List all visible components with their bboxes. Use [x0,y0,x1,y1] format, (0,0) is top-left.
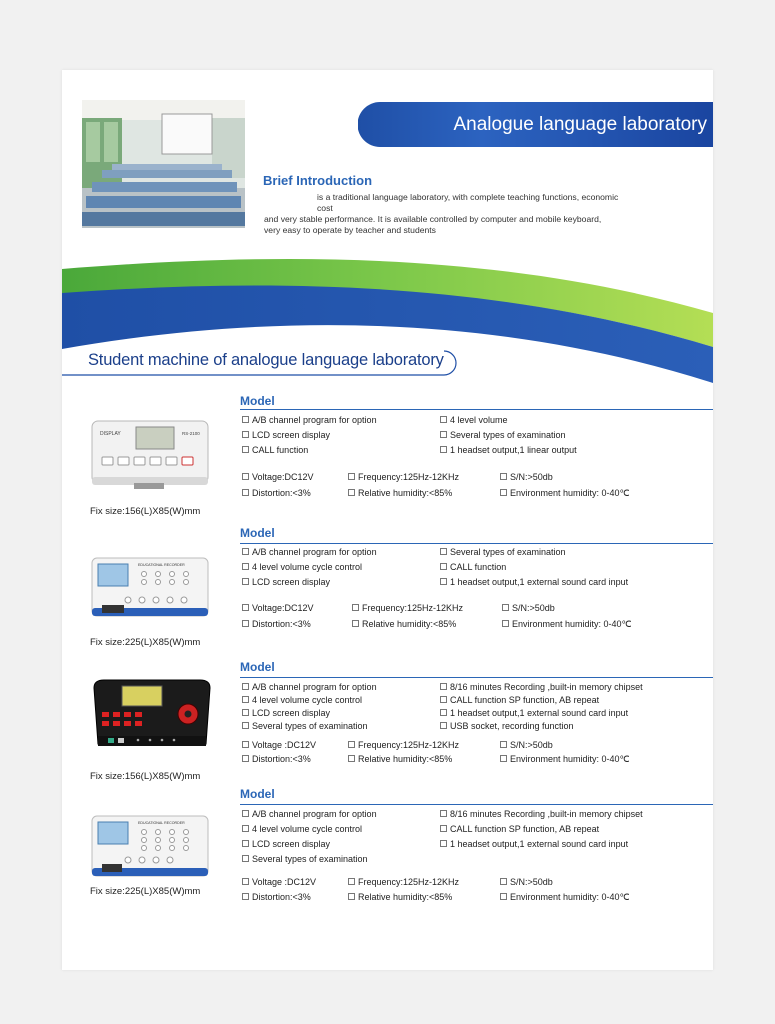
feature-item: 1 headset output,1 linear output [440,445,577,455]
checkbox-icon [242,604,249,611]
classroom-photo [82,100,245,228]
product-4-model-label: Model [240,787,275,801]
product-3-rule [240,677,713,678]
spec-item: Environment humidity: 0-40℃ [502,619,632,630]
feature-item: LCD screen display [242,577,330,587]
checkbox-icon [500,489,507,496]
checkbox-icon [502,620,509,627]
spec-item: Relative humidity:<85% [348,754,452,764]
intro-line: very easy to operate by teacher and students [264,225,436,235]
product-4-rule [240,804,713,805]
intro-title: Brief Introduction [263,173,373,188]
spec-item: Frequency:125Hz-12KHz [348,472,459,482]
checkbox-icon [242,473,249,480]
checkbox-icon [440,446,447,453]
checkbox-icon [440,548,447,555]
checkbox-icon [242,696,249,703]
catalog-page [62,70,713,970]
product-1-model-label: Model [240,394,275,408]
student-machine-2-image [88,548,213,628]
checkbox-icon [440,563,447,570]
feature-item: 4 level volume cycle control [242,695,362,705]
feature-item: LCD screen display [242,430,330,440]
checkbox-icon [242,878,249,885]
checkbox-icon [502,604,509,611]
spec-item: Relative humidity:<85% [352,619,456,629]
checkbox-icon [242,431,249,438]
checkbox-icon [242,810,249,817]
feature-item: 1 headset output,1 external sound card input [440,577,628,587]
checkbox-icon [242,620,249,627]
checkbox-icon [348,755,355,762]
checkbox-icon [242,683,249,690]
checkbox-icon [242,548,249,555]
checkbox-icon [242,755,249,762]
spec-item: Environment humidity: 0-40℃ [500,892,630,903]
checkbox-icon [440,722,447,729]
checkbox-icon [440,416,447,423]
feature-item: CALL function [440,562,506,572]
feature-item: 1 headset output,1 external sound card input [440,839,628,849]
spec-item: Relative humidity:<85% [348,892,452,902]
checkbox-icon [440,683,447,690]
feature-item: 8/16 minutes Recording ,built-in memory chipset [440,809,643,819]
checkbox-icon [242,416,249,423]
checkbox-icon [500,755,507,762]
product-3-model-label: Model [240,660,275,674]
feature-item: Several types of examination [440,430,566,440]
product-2-rule [240,543,713,544]
spec-item: S/N:>50db [500,472,553,482]
spec-item: Distortion:<3% [242,488,311,498]
feature-item: 8/16 minutes Recording ,built-in memory chipset [440,682,643,692]
spec-item: Distortion:<3% [242,619,311,629]
feature-item: A/B channel program for option [242,809,377,819]
checkbox-icon [242,709,249,716]
checkbox-icon [440,810,447,817]
checkbox-icon [440,696,447,703]
checkbox-icon [242,563,249,570]
product-1-fix-size: Fix size:156(L)X85(W)mm [90,506,201,517]
feature-item: A/B channel program for option [242,415,377,425]
checkbox-icon [500,893,507,900]
feature-item: Several types of examination [242,721,368,731]
checkbox-icon [242,855,249,862]
checkbox-icon [440,431,447,438]
checkbox-icon [348,878,355,885]
checkbox-icon [440,840,447,847]
spec-item: Environment humidity: 0-40℃ [500,754,630,765]
spec-item: Distortion:<3% [242,754,311,764]
checkbox-icon [500,473,507,480]
checkbox-icon [242,446,249,453]
spec-item: Frequency:125Hz-12KHz [352,603,463,613]
product-3-fix-size: Fix size:156(L)X85(W)mm [90,771,201,782]
checkbox-icon [242,825,249,832]
feature-item: A/B channel program for option [242,547,377,557]
checkbox-icon [242,893,249,900]
spec-item: Voltage:DC12V [242,603,314,613]
spec-item: Voltage :DC12V [242,740,316,750]
feature-item: LCD screen display [242,839,330,849]
checkbox-icon [242,741,249,748]
intro-line: is a traditional language laboratory, with complete teaching functions, economic cost [317,192,619,213]
spec-item: Frequency:125Hz-12KHz [348,740,459,750]
checkbox-icon [242,840,249,847]
feature-item: 4 level volume cycle control [242,824,362,834]
spec-item: S/N:>50db [502,603,555,613]
checkbox-icon [348,489,355,496]
checkbox-icon [242,722,249,729]
checkbox-icon [440,825,447,832]
feature-item: 4 level volume cycle control [242,562,362,572]
product-1-rule [240,409,713,410]
student-machine-1-image [88,415,213,495]
checkbox-icon [352,604,359,611]
banner-title: Analogue language laboratory [453,114,707,135]
checkbox-icon [348,473,355,480]
spec-item: Distortion:<3% [242,892,311,902]
spec-item: Voltage :DC12V [242,877,316,887]
device-model-label: RS-2100 [182,431,200,436]
feature-item: 4 level volume [440,415,508,425]
device-brand-label: EDUCATIONAL RECORDER [138,563,185,567]
checkbox-icon [352,620,359,627]
product-4-fix-size: Fix size:225(L)X85(W)mm [90,886,201,897]
feature-item: 1 headset output,1 external sound card input [440,708,628,718]
checkbox-icon [440,709,447,716]
feature-item: CALL function SP function, AB repeat [440,824,599,834]
section-title: Student machine of analogue language laboratory [88,351,444,369]
checkbox-icon [440,578,447,585]
student-machine-4-image [88,810,213,890]
device-brand-label: DISPLAY [100,431,121,437]
spec-item: Environment humidity: 0-40℃ [500,488,630,499]
product-2-model-label: Model [240,526,275,540]
checkbox-icon [348,741,355,748]
checkbox-icon [500,878,507,885]
intro-line: and very stable performance. It is available controlled by computer and mobile keyboard, [264,214,602,224]
feature-item: CALL function [242,445,308,455]
spec-item: S/N:>50db [500,740,553,750]
checkbox-icon [242,489,249,496]
feature-item: LCD screen display [242,708,330,718]
feature-item: A/B channel program for option [242,682,377,692]
product-2-fix-size: Fix size:225(L)X85(W)mm [90,637,201,648]
spec-item: S/N:>50db [500,877,553,887]
spec-item: Relative humidity:<85% [348,488,452,498]
feature-item: Several types of examination [440,547,566,557]
checkbox-icon [500,741,507,748]
intro-text [264,192,634,236]
feature-item: CALL function SP function, AB repeat [440,695,599,705]
checkbox-icon [242,578,249,585]
spec-item: Voltage:DC12V [242,472,314,482]
checkbox-icon [348,893,355,900]
device-brand-label: EDUCATIONAL RECORDER [138,821,185,825]
feature-item: Several types of examination [242,854,368,864]
spec-item: Frequency:125Hz-12KHz [348,877,459,887]
feature-item: USB socket, recording function [440,721,574,731]
student-machine-3-image [88,676,213,756]
